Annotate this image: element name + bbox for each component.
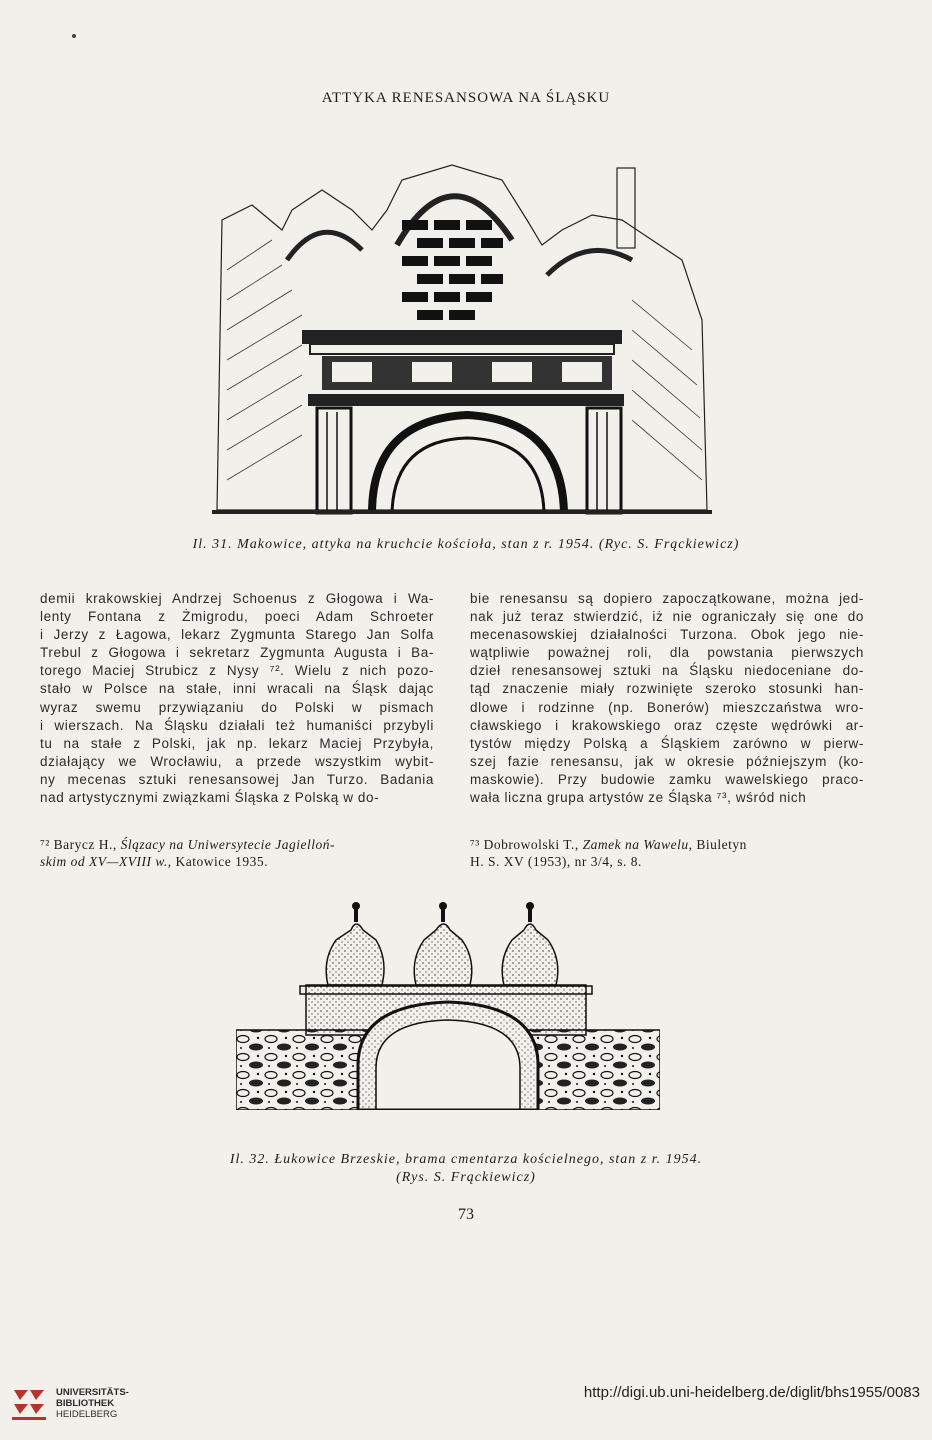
footnote-rest: Katowice 1935.: [175, 854, 268, 869]
figure-31-drawing: [212, 150, 712, 516]
library-name-line2: BIBLIOTHEK: [56, 1398, 115, 1409]
text-line: działający we Wrocławiu, a przede wszystkim wybit-: [40, 753, 434, 769]
footnote-73-line1: [470, 836, 864, 853]
figure-32-caption-line1: Il. 32. Łukowice Brzeskie, brama cmentarza kościelnego, stan z r. 1954.: [229, 1152, 703, 1167]
library-logo-icon: [10, 1384, 54, 1424]
text-line: cławskiego i krakowskiego oraz częste wędrówki ar-: [470, 717, 864, 733]
footnote-72-line2: [40, 853, 434, 870]
text-line: wała liczna grupa artystów ze Śląska ⁷³, wśród nich: [470, 790, 807, 806]
text-line: maskowie). Przy budowie zamku wawelskiego praco-: [470, 771, 864, 787]
footnote-rest: Biuletyn: [696, 837, 747, 852]
library-name: [56, 1387, 129, 1420]
footnote-title-cont: skim od XV—XVIII w.,: [40, 854, 172, 869]
figure-32-drawing: [236, 890, 660, 1110]
text-line: demii krakowskiej Andrzej Schoenus z Głogowa i Wa-: [40, 591, 434, 606]
figure-32-caption: [0, 1151, 932, 1187]
footnote-72: [40, 836, 434, 870]
text-line: nad artystycznymi związkami Śląska z Polską w do-: [40, 790, 380, 806]
footnote-title: Zamek na Wawelu,: [582, 837, 693, 852]
text-line: wątpliwie poważnej roli, dla powstania pierwszych: [470, 645, 864, 661]
footnote-mark: ⁷²: [40, 837, 50, 852]
footnote-72-line1: [40, 836, 434, 853]
scan-speck: [72, 34, 76, 38]
footnote-author: Barycz H.,: [53, 837, 117, 852]
text-line: torego Maciej Strubicz z Nysy ⁷². Wielu z nich pozo-: [40, 663, 434, 679]
library-name-line3: HEIDELBERG: [56, 1409, 118, 1420]
text-line: mecenasowskiej działalności Turzona. Obok jego nie-: [470, 627, 864, 643]
body-left-column: [40, 590, 434, 807]
text-line: dzieł renesansowej sztuki na Śląsku niedoceniane do-: [470, 663, 864, 679]
text-line: tąd znaczenie miały rozwinięte szeroko stosunki han-: [470, 681, 864, 697]
footnote-title: Ślązacy na Uniwersytecie Jagielloń-: [120, 837, 335, 852]
text-line: Trebul z Głogowa i sekretarz Zygmunta Augusta i Ba-: [40, 645, 434, 661]
text-line: tystów między Polską a Śląskiem zarówno w pierw-: [470, 735, 864, 751]
page-number: 73: [458, 1206, 474, 1223]
footnote-author: Dobrowolski T.,: [483, 837, 579, 852]
text-line: bie renesansu są dopiero zapoczątkowane, można jed-: [470, 591, 864, 606]
text-line: i wierszach. Na Śląsku działali też humaniści przybyli: [40, 717, 434, 733]
footnote-mark: ⁷³: [470, 837, 480, 852]
text-line: szej fazie renesansu, jak w okresie późniejszym (ko-: [470, 753, 864, 769]
figure-31-caption: Il. 31. Makowice, attyka na kruchcie kościoła, stan z r. 1954. (Ryc. S. Frąckiewicz): [192, 537, 740, 552]
text-line: dlowe i rodzinne (np. Bonerów) mieszczaństwa wro-: [470, 699, 864, 715]
footnote-73: [470, 836, 864, 870]
text-line: i Jerzy z Łagowa, lekarz Zygmunta Starego Jan Solfa: [40, 627, 434, 643]
text-line: wyraz swemu przywiązaniu do Polski w pismach: [40, 699, 434, 715]
text-line: ny mecenas sztuki renesansowej Jan Turzo. Badania: [40, 771, 434, 787]
text-line: tu na stałe z Polski, jak np. lekarz Maciej Przybyła,: [40, 735, 434, 751]
text-line: lenty Fontana z Żmigrodu, poeci Adam Schroeter: [40, 609, 434, 625]
source-url[interactable]: http://digi.ub.uni-heidelberg.de/diglit/bhs1955/0083: [583, 1384, 920, 1401]
text-line: nak już teraz stwierdzić, iż nie ograniczały się one do: [470, 609, 864, 625]
library-name-line1: UNIVERSITÄTS-: [56, 1387, 129, 1398]
body-right-column: [470, 590, 864, 807]
text-line: stało w Polsce na stałe, inni wracali na Śląsk dając: [40, 681, 434, 697]
running-title: ATTYKA RENESANSOWA NA ŚLĄSKU: [321, 90, 611, 106]
figure-32-caption-line2: (Rys. S. Frąckiewicz): [396, 1170, 536, 1185]
footnote-73-line2: H. S. XV (1953), nr 3/4, s. 8.: [470, 854, 642, 869]
